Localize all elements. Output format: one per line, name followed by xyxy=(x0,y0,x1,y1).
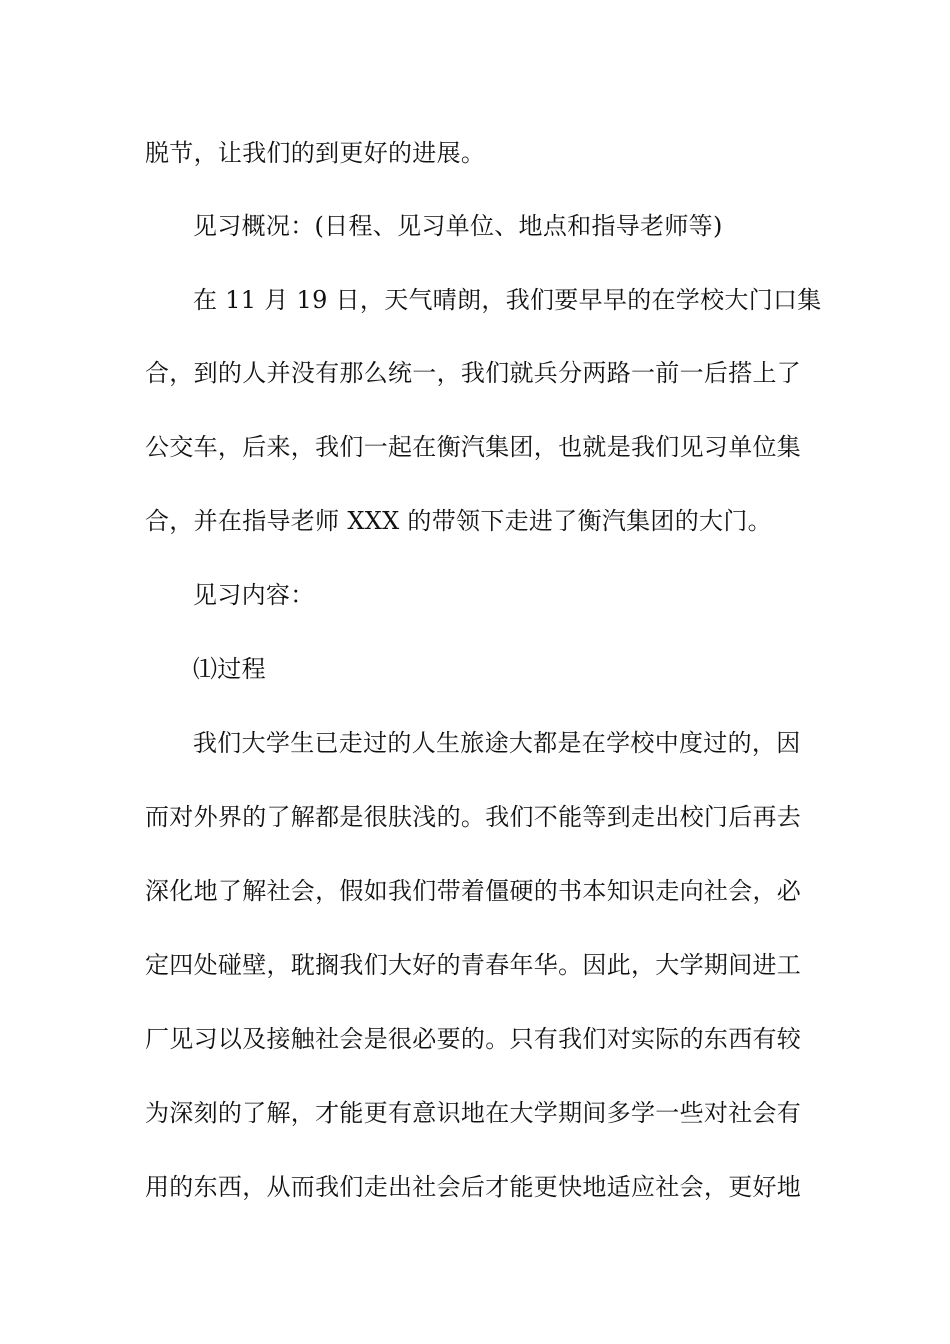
text-line: 脱节，让我们的到更好的进展。 xyxy=(145,139,486,167)
text-line: 深化地了解社会，假如我们带着僵硬的书本知识走向社会，必 xyxy=(145,877,802,905)
section-heading-overview: 见习概况：(日程、见习单位、地点和指导老师等) xyxy=(193,212,723,240)
text-line: 定四处碰壁，耽搁我们大好的青春年华。因此，大学期间进工 xyxy=(145,951,802,979)
text-line: 在 11 月 19 日，天气晴朗，我们要早早的在学校大门口集 xyxy=(193,286,822,314)
text-line: 公交车，后来，我们一起在衡汽集团，也就是我们见习单位集 xyxy=(145,433,802,461)
text-line: 用的东西，从而我们走出社会后才能更快地适应社会，更好地 xyxy=(145,1173,802,1201)
subsection-heading-process: ⑴过程 xyxy=(193,655,266,683)
text-line: 合，并在指导老师 XXX 的带领下走进了衡汽集团的大门。 xyxy=(145,507,772,535)
text-line: 我们大学生已走过的人生旅途大都是在学校中度过的，因 xyxy=(193,729,801,757)
text-line: 为深刻的了解，才能更有意识地在大学期间多学一些对社会有 xyxy=(145,1099,802,1127)
section-heading-content: 见习内容： xyxy=(193,581,315,609)
text-line: 而对外界的了解都是很肤浅的。我们不能等到走出校门后再去 xyxy=(145,803,802,831)
text-line: 厂见习以及接触社会是很必要的。只有我们对实际的东西有较 xyxy=(145,1025,802,1053)
text-line: 合，到的人并没有那么统一，我们就兵分两路一前一后搭上了 xyxy=(145,359,802,387)
